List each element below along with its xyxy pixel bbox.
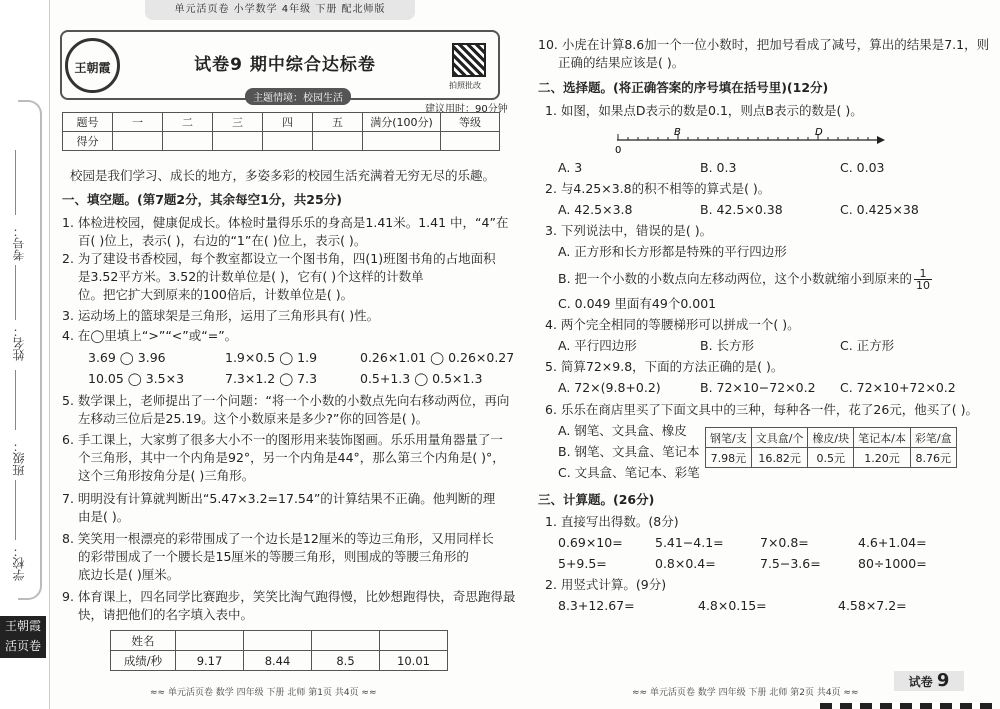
name-input[interactable] <box>312 631 380 651</box>
q6-line2: 个三角形，其中一个内角是92°，另一个内角是44°，那么第三个内角是( )°， <box>78 450 505 465</box>
q4-item: 10.05 ◯ 3.5×3 <box>88 371 185 386</box>
table-row <box>706 428 957 448</box>
school-label: 学校： <box>12 545 26 581</box>
score-input-row <box>63 132 500 151</box>
c4: 4. 两个完全相同的等腰梯形可以拼成一个( )。 <box>545 317 800 332</box>
exam-number-label: 考号： <box>12 225 26 261</box>
q6-line3: 这个三角形按角分是( )三角形。 <box>78 468 255 483</box>
c6-option[interactable]: C. 文具盒、笔记本、彩笔 <box>558 465 700 480</box>
score-cell: 等级 <box>441 113 500 132</box>
footer-left: ≈≈ 单元活页卷 数学 四年级 下册 北师 第1页 共4页 ≈≈ <box>150 688 377 698</box>
q8-line3: 底边长是( )厘米。 <box>78 567 180 582</box>
score-input[interactable] <box>313 132 363 151</box>
fraction <box>914 268 932 291</box>
point-b-label: B <box>674 127 681 138</box>
calc-item[interactable]: 7.5−3.6= <box>760 556 821 571</box>
class-label: 班级： <box>12 440 26 476</box>
theme-tag: 主题情境：校园生活 <box>245 88 351 105</box>
fraction-numerator: 1 <box>914 268 932 280</box>
c1-option[interactable]: C. 0.03 <box>840 160 885 175</box>
c5-option[interactable]: B. 72×10−72×0.2 <box>700 380 816 395</box>
k1: 1. 直接写出得数。(8分) <box>545 514 679 529</box>
c3-option-b-text: B. 把一个小数的小数点向左移动两位，这个小数就缩小到原来的 <box>558 271 913 286</box>
q5-line2: 左移动三位后是25.19。这个小数原来是多少?”你的回答是( )。 <box>78 411 429 426</box>
q9-line1: 9. 体育课上，四名同学比赛跑步，笑笑比淘气跑得慢，比妙想跑得快，奇思跑得最 <box>62 589 516 604</box>
score-input[interactable] <box>213 132 263 151</box>
table-cell: 0.5元 <box>808 448 854 468</box>
c1-option[interactable]: A. 3 <box>558 160 583 175</box>
section3-heading: 三、计算题。(26分) <box>538 492 655 507</box>
time-note: 建议用时：90分钟 <box>425 104 508 115</box>
k2: 2. 用竖式计算。(9分) <box>545 577 667 592</box>
q4-item: 7.3×1.2 ◯ 7.3 <box>225 371 318 386</box>
score-cell: 二 <box>163 113 213 132</box>
table-row <box>706 448 957 468</box>
table-cell: 钢笔/支 <box>706 428 752 448</box>
footer-right: ≈≈ 单元活页卷 数学 四年级 下册 北师 第2页 共4页 ≈≈ <box>632 688 859 698</box>
intro-text: 校园是我们学习、成长的地方，多姿多彩的校园生活充满着无穷无尽的乐趣。 <box>70 168 496 183</box>
c3-option-c[interactable]: C. 0.049 里面有49个0.001 <box>558 296 717 311</box>
table-cell: 姓名 <box>111 631 176 651</box>
q7-line2: 由是( )。 <box>78 509 130 524</box>
name-label: 姓名： <box>12 325 26 361</box>
vertical-calc-item[interactable]: 8.3+12.67= <box>558 598 635 613</box>
score-input[interactable] <box>441 132 500 151</box>
fraction-denominator: 10 <box>916 279 931 292</box>
vertical-calc-item[interactable]: 4.58×7.2= <box>838 598 907 613</box>
score-cell: 五 <box>313 113 363 132</box>
binding-sidebar <box>0 0 50 709</box>
q2-line2: 是3.52平方米。3.52的计数单位是( )，它有( )个这样的计数单 <box>78 269 424 284</box>
zero-label: 0 <box>615 145 622 154</box>
c5: 5. 简算72×9.8，下面的方法正确的是( )。 <box>545 359 784 374</box>
q4-item: 0.5+1.3 ◯ 0.5×1.3 <box>360 371 483 386</box>
c2-option[interactable]: C. 0.425×38 <box>840 202 919 217</box>
section2-heading: 二、选择题。(将正确答案的序号填在括号里)(12分) <box>538 80 829 95</box>
qr-code-icon[interactable] <box>452 43 486 77</box>
calc-item[interactable]: 80÷1000= <box>858 556 927 571</box>
race-results-table <box>110 630 448 671</box>
q4-item: 0.26×1.01 ◯ 0.26×0.27 <box>360 350 515 365</box>
c2-option[interactable]: B. 42.5×0.38 <box>700 202 783 217</box>
c4-option[interactable]: A. 平行四边形 <box>558 338 637 353</box>
score-cell: 题号 <box>63 113 113 132</box>
number-line-ticks <box>618 134 868 140</box>
q2-line3: 位。把它扩大到原来的100倍后，计数单位是( )。 <box>78 287 354 302</box>
exam-title: 试卷9 期中综合达标卷 <box>194 55 376 75</box>
calc-item[interactable]: 5.41−4.1= <box>655 535 724 550</box>
q8-line1: 8. 笑笑用一根漂亮的彩带围成了一个边长是12厘米的等边三角形，又用同样长 <box>62 531 494 546</box>
c6-option[interactable]: A. 钢笔、文具盒、橡皮 <box>558 423 687 438</box>
calc-item[interactable]: 0.8×0.4= <box>655 556 716 571</box>
top-banner: 单元活页卷 小学数学 4年级 下册 配北师版 <box>145 0 415 20</box>
q9-line2: 快，请把他们的名字填入表中。 <box>78 607 254 622</box>
school-line <box>15 480 16 540</box>
exam-number-tab-number: 9 <box>936 670 950 691</box>
q3: 3. 运动场上的篮球架是三角形，运用了三角形具有( )性。 <box>62 308 380 323</box>
score-cell: 四 <box>263 113 313 132</box>
name-input[interactable] <box>244 631 312 651</box>
score-table <box>62 112 500 151</box>
c1-option[interactable]: B. 0.3 <box>700 160 737 175</box>
point-d-label: D <box>815 127 823 138</box>
table-cell: 橡皮/块 <box>808 428 854 448</box>
score-cell: 满分(100分) <box>363 113 441 132</box>
calc-item[interactable]: 7×0.8= <box>760 535 809 550</box>
exam-number-line <box>15 150 16 215</box>
q2-line1: 2. 为了建设书香校园，每个教室都设立一个图书角，四(1)班图书角的占地面积 <box>62 251 496 266</box>
table-cell: 成绩/秒 <box>111 651 176 671</box>
c3: 3. 下列说法中，错误的是( )。 <box>545 223 713 238</box>
score-input[interactable] <box>263 132 313 151</box>
calc-item[interactable]: 0.69×10= <box>558 535 623 550</box>
c6-option[interactable]: B. 钢笔、文具盒、笔记本 <box>558 444 700 459</box>
c6: 6. 乐乐在商店里买了下面文具中的三种，每种各一件，花了26元，他买了( )。 <box>545 402 979 417</box>
table-cell: 16.82元 <box>751 448 808 468</box>
score-header-row <box>63 113 500 132</box>
score-input[interactable] <box>163 132 213 151</box>
score-input[interactable] <box>113 132 163 151</box>
brand-logo: 王朝霞 <box>65 38 120 93</box>
c3-option-a[interactable]: A. 正方形和长方形都是特殊的平行四边形 <box>558 244 787 259</box>
c1: 1. 如图，如果点D表示的数是0.1，则点B表示的数是( )。 <box>545 103 863 118</box>
section1-heading: 一、填空题。(第7题2分，其余每空1分，共25分) <box>62 192 342 207</box>
c5-option[interactable]: A. 72×(9.8+0.2) <box>558 380 661 395</box>
calc-item[interactable]: 5+9.5= <box>558 556 607 571</box>
table-cell: 文具盒/个 <box>751 428 808 448</box>
score-cell: 一 <box>113 113 163 132</box>
q8-line2: 的彩带围成了一个腰长是15厘米的等腰三角形，则围成的等腰三角形的 <box>78 549 469 564</box>
score-cell: 得分 <box>63 132 113 151</box>
exam-number-tab <box>894 671 964 691</box>
q10-line2: 正确的结果应该是( )。 <box>558 55 685 70</box>
c3-option-b[interactable] <box>558 268 934 291</box>
c4-option[interactable]: C. 正方形 <box>840 338 895 353</box>
score-input[interactable] <box>363 132 441 151</box>
q10-line1: 10. 小虎在计算8.6加一个一位小数时，把加号看成了减号，算出的结果是7.1，则 <box>538 37 990 52</box>
q1-line2: 百( )位上，表示( )，右边的“1”在( )位上，表示( )。 <box>78 233 367 248</box>
table-cell: 8.44 <box>244 651 312 671</box>
class-line <box>15 370 16 430</box>
name-input[interactable] <box>176 631 244 651</box>
exam-number-tab-label: 试卷 <box>908 675 933 689</box>
q7-line1: 7. 明明没有计算就判断出“5.47×3.2=17.54”的计算结果不正确。他判断的理 <box>62 491 496 506</box>
c5-option[interactable]: C. 72×10+72×0.2 <box>840 380 956 395</box>
c4-option[interactable]: B. 长方形 <box>700 338 755 353</box>
table-cell: 笔记本/本 <box>854 428 911 448</box>
q4: 4. 在◯里填上“>”“<”或“=”。 <box>62 328 238 343</box>
table-cell: 8.5 <box>312 651 380 671</box>
q6-line1: 6. 手工课上，大家剪了很多大小不一的图形用来装饰图画。乐乐用量角器量了一 <box>62 432 503 447</box>
number-line-arrow <box>877 136 885 144</box>
table-cell: 彩笔/盒 <box>910 428 956 448</box>
name-line <box>15 265 16 320</box>
score-cell: 三 <box>213 113 263 132</box>
qr-label: 拍照批改 <box>449 81 481 90</box>
vertical-calc-item[interactable]: 4.8×0.15= <box>698 598 767 613</box>
bottom-decoration <box>820 703 1000 709</box>
table-cell: 10.01 <box>380 651 448 671</box>
c2: 2. 与4.25×3.8的积不相等的算式是( )。 <box>545 181 771 196</box>
q5-line1: 5. 数学课上，老师提出了一个问题：“将一个小数的小数点先向右移动两位，再向 <box>62 393 510 408</box>
table-row <box>111 651 448 671</box>
q4-item: 1.9×0.5 ◯ 1.9 <box>225 350 318 365</box>
q4-item: 3.69 ◯ 3.96 <box>88 350 166 365</box>
table-cell: 9.17 <box>176 651 244 671</box>
c2-option[interactable]: A. 42.5×3.8 <box>558 202 633 217</box>
q1-line1: 1. 体检进校园，健康促成长。体检时量得乐乐的身高是1.41米。1.41 中，“4”在 <box>62 215 509 230</box>
name-input[interactable] <box>380 631 448 651</box>
table-cell: 7.98元 <box>706 448 752 468</box>
table-cell: 1.20元 <box>854 448 911 468</box>
number-line <box>615 126 885 154</box>
table-cell: 8.76元 <box>910 448 956 468</box>
side-logo: 王朝霞 活页卷 <box>0 616 46 658</box>
table-row <box>111 631 448 651</box>
calc-item[interactable]: 4.6+1.04= <box>858 535 927 550</box>
price-table <box>705 427 957 468</box>
